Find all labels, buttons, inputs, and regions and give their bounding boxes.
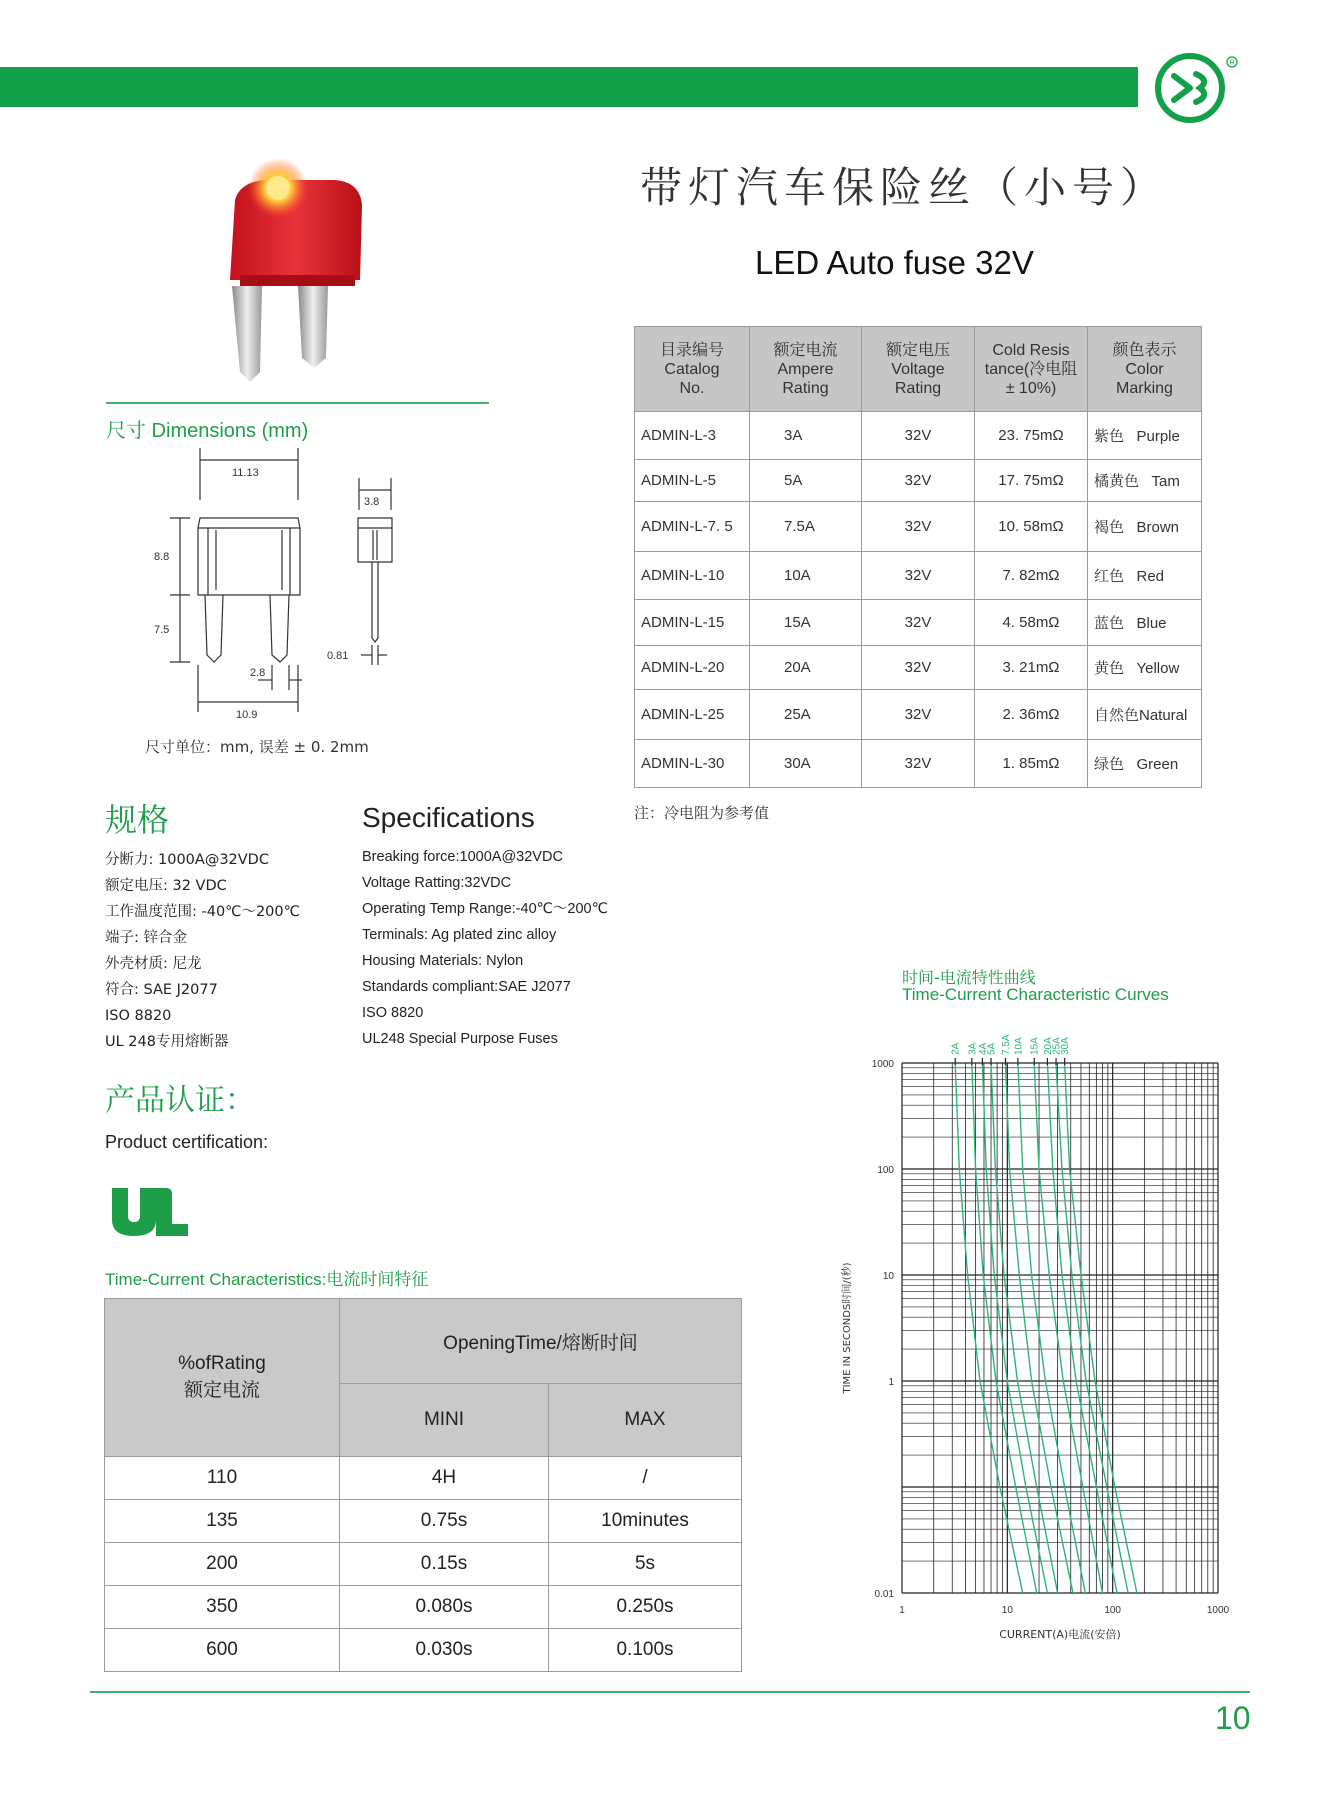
table-cell: 350 [105,1586,340,1629]
header-ampere-rating: 额定电流 Ampere Rating [750,327,862,412]
table-cell: / [549,1457,742,1500]
table-cell: 10. 58mΩ [975,502,1088,552]
dim-label-thickness: 3.8 [364,496,380,508]
y-tick-label: 1 [888,1377,894,1388]
dimensions-title: 尺寸 Dimensions (mm) [106,420,309,442]
table-cell: 25A [750,690,862,740]
spec-item: ISO 8820 [105,1008,172,1024]
table-row [635,460,1202,502]
spec-item: 分断力: 1000A@32VDC [105,852,269,868]
page-title-cn: 带灯汽车保险丝（小号） [640,163,1169,212]
table-cell: 20A [750,646,862,690]
table-cell: 32V [862,646,975,690]
table-row [635,600,1202,646]
specs-list-cn [105,847,300,1055]
table-row [635,690,1202,740]
series-label: 20A [1042,1037,1054,1055]
table-cell: ADMIN-L-25 [635,690,750,740]
specs-heading-cn: 规格 [105,801,170,839]
table-row [105,1586,742,1629]
table-cell: 110 [105,1457,340,1500]
series-label: 30A [1060,1037,1072,1055]
header-voltage-rating: 额定电压 Voltage Rating [862,327,975,412]
x-tick-label: 1 [899,1605,905,1616]
page-title-en: LED Auto fuse 32V [755,244,1034,281]
catalog-header-row [635,327,1202,412]
spec-item: Standards compliant:SAE J2077 [362,979,571,995]
specs-list-en [362,844,608,1052]
catalog-body [635,412,1202,788]
table-cell: ADMIN-L-5 [635,460,750,502]
x-tick-label: 100 [1104,1605,1122,1616]
footer-divider [90,1691,1250,1693]
brand-logo-icon [1150,48,1240,126]
spec-item: Operating Temp Range:-40℃～200℃ [362,901,608,917]
table-row [635,412,1202,460]
table-cell: 7.5A [750,502,862,552]
series-label: 15A [1029,1037,1041,1055]
table-cell: 32V [862,600,975,646]
series-label: 10A [1013,1037,1025,1055]
table-cell: 绿色 Green [1088,740,1202,788]
table-row [105,1629,742,1672]
x-axis-label: CURRENT(A)电流(安倍) [999,1628,1121,1641]
dim-label-width-bottom: 10.9 [236,709,258,720]
dim-label-width-top: 11.13 [232,467,259,479]
spec-item: UL248 Special Purpose Fuses [362,1031,558,1047]
dim-label-blade-thickness: 0.81 [327,650,349,662]
time-current-table-title: Time-Current Characteristics:电流时间特征 [105,1270,429,1289]
table-cell: 褐色 Brown [1088,502,1202,552]
table-cell: 15A [750,600,862,646]
series-line-30A [1065,1063,1137,1593]
table-cell: 黄色 Yellow [1088,646,1202,690]
dim-label-blade-width: 2.8 [250,667,266,679]
table-cell: 23. 75mΩ [975,412,1088,460]
spec-item: 工作温度范围: -40℃～200℃ [105,904,300,920]
dim-label-body-height: 8.8 [154,551,170,563]
page-number: 10 [1215,1700,1251,1736]
chart-title-en: Time-Current Characteristic Curves [902,985,1169,1004]
table-cell: 红色 Red [1088,552,1202,600]
table-cell: 10minutes [549,1500,742,1543]
table-cell: 橘黄色 Tam [1088,460,1202,502]
header-catalog-no: 目录编号 Catalog No. [635,327,750,412]
fuse-product-image [210,150,380,390]
table-cell: 紫色 Purple [1088,412,1202,460]
time-current-chart [820,1015,1240,1655]
table-cell: 2. 36mΩ [975,690,1088,740]
spec-item: 额定电压: 32 VDC [105,878,227,894]
table-cell: 32V [862,552,975,600]
spec-item: UL 248专用熔断器 [105,1034,229,1050]
header-mini: MINI [340,1384,549,1457]
dimensions-note: 尺寸单位：mm, 误差 ± 0. 2mm [145,738,369,756]
table-cell: 蓝色 Blue [1088,600,1202,646]
series-label: 5A [986,1042,998,1055]
header-color-marking: 颜色表示 Color Marking [1088,327,1202,412]
table-cell: 600 [105,1629,340,1672]
certification-heading-cn: 产品认证： [105,1083,255,1118]
table-cell: ADMIN-L-10 [635,552,750,600]
y-tick-label: 0.01 [874,1589,894,1600]
table-cell: 32V [862,412,975,460]
header-opening-time: OpeningTime/熔断时间 [340,1299,742,1384]
table-cell: 32V [862,690,975,740]
spec-item: Housing Materials: Nylon [362,953,524,969]
table-cell: 0.15s [340,1543,549,1586]
series-line-25A [1056,1063,1128,1593]
table-row [105,1543,742,1586]
dimensions-divider [106,402,489,404]
table-cell: ADMIN-L-20 [635,646,750,690]
series-label: 7.5A [1000,1034,1012,1055]
table-cell: 1. 85mΩ [975,740,1088,788]
table-cell: 0.75s [340,1500,549,1543]
spec-item: ISO 8820 [362,1005,424,1021]
spec-item: Breaking force:1000A@32VDC [362,849,563,865]
table-row [105,1457,742,1500]
y-tick-label: 10 [882,1271,894,1282]
table-row [635,502,1202,552]
table-cell: 自然色Natural [1088,690,1202,740]
ul-certification-logo-icon [108,1182,193,1238]
table-cell: ADMIN-L-3 [635,412,750,460]
table-cell: 135 [105,1500,340,1543]
y-tick-label: 100 [877,1165,894,1176]
tc-header-row [105,1299,742,1384]
table-row [635,552,1202,600]
dim-label-blade-length: 7.5 [154,624,170,636]
table-cell: 32V [862,502,975,552]
table-cell: 17. 75mΩ [975,460,1088,502]
table-cell: 32V [862,460,975,502]
tc-body [105,1457,742,1672]
table-cell: ADMIN-L-7. 5 [635,502,750,552]
table-row [635,740,1202,788]
table-cell: 3. 21mΩ [975,646,1088,690]
spec-item: Terminals: Ag plated zinc alloy [362,927,557,943]
table-cell: 7. 82mΩ [975,552,1088,600]
time-current-table [104,1298,742,1672]
series-label: 2A [950,1042,962,1055]
spec-item: 端子: 锌合金 [105,930,187,946]
table-cell: 30A [750,740,862,788]
y-tick-label: 1000 [871,1059,894,1070]
fuse-side-dimension-drawing [325,470,405,700]
header-max: MAX [549,1384,742,1457]
header-green-bar [0,67,1138,107]
table-cell: 3A [750,412,862,460]
spec-item: 外壳材质: 尼龙 [105,956,202,972]
catalog-table [634,326,1202,788]
table-cell: 5s [549,1543,742,1586]
table-cell: 200 [105,1543,340,1586]
chart-title-cn: 时间-电流特性曲线 [902,968,1036,987]
spec-item: 符合: SAE J2077 [105,982,218,998]
header-percent-rating: %ofRating 额定电流 [105,1299,340,1457]
series-label: 25A [1051,1037,1063,1055]
svg-text:R: R [1229,59,1235,67]
x-tick-label: 1000 [1206,1605,1230,1616]
specs-heading-en: Specifications [362,802,535,833]
table-cell: ADMIN-L-30 [635,740,750,788]
table-cell: 0.250s [549,1586,742,1629]
table-cell: 32V [862,740,975,788]
table-cell: 4. 58mΩ [975,600,1088,646]
table-row [635,646,1202,690]
table-row [105,1500,742,1543]
header-cold-resistance: Cold Resis tance(冷电阻 ± 10%) [975,327,1088,412]
x-tick-label: 10 [1001,1605,1013,1616]
catalog-note: 注：冷电阻为参考值 [634,804,770,822]
table-cell: ADMIN-L-15 [635,600,750,646]
table-cell: 0.100s [549,1629,742,1672]
series-label: 3A [967,1042,979,1055]
table-cell: 0.080s [340,1586,549,1629]
table-cell: 4H [340,1457,549,1500]
table-cell: 5A [750,460,862,502]
spec-item: Voltage Ratting:32VDC [362,875,512,891]
table-cell: 10A [750,552,862,600]
series-label: 4A [977,1042,989,1055]
y-axis-label: TIME IN SECONDS时间/(秒) [842,1262,853,1394]
table-cell: 0.030s [340,1629,549,1672]
series-line-3A [972,1063,1037,1593]
certification-heading-en: Product certification: [105,1132,269,1152]
